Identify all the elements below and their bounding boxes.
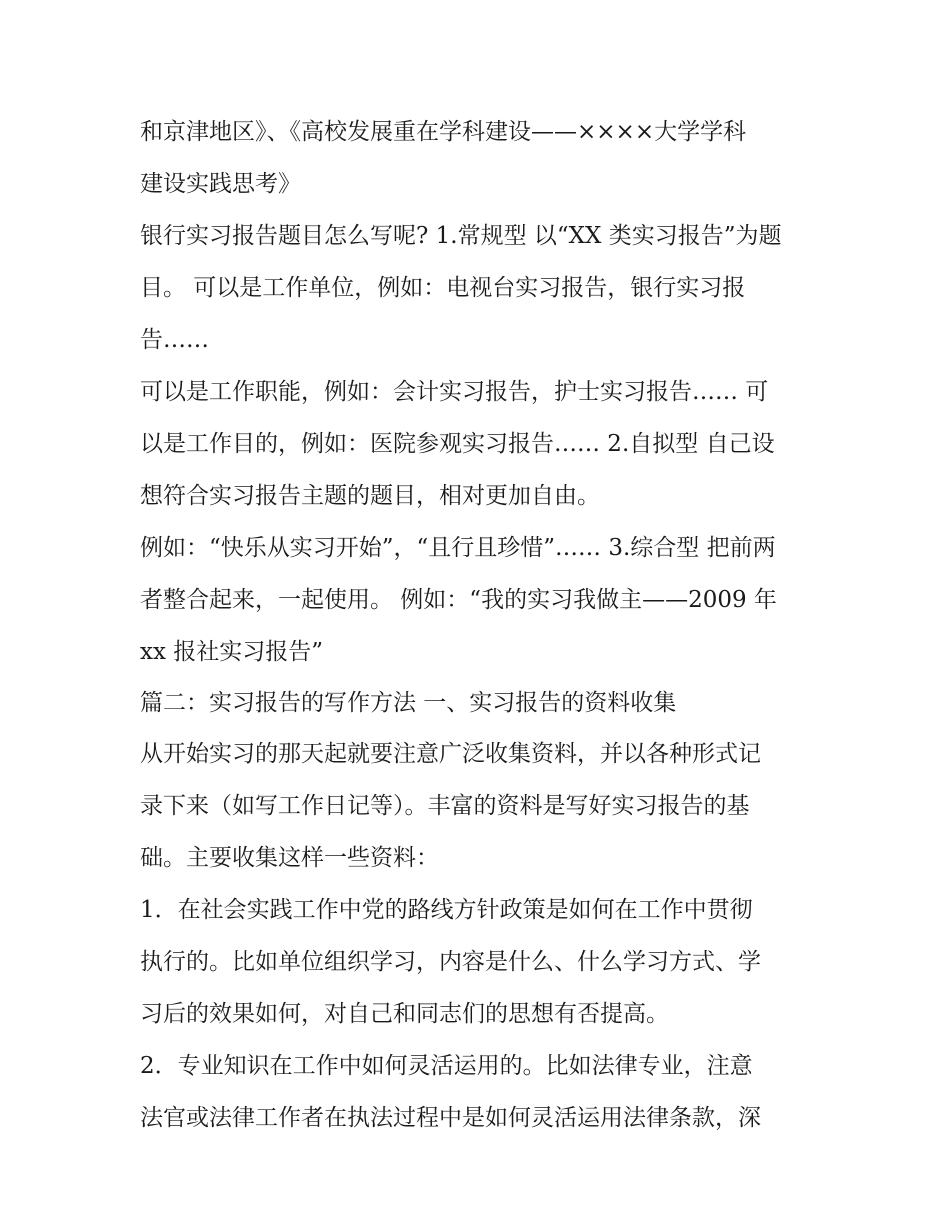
text-line: 想符合实习报告主题的题目，相对更加自由。 [140, 483, 600, 509]
text-line: xx 报社实习报告” [140, 639, 324, 665]
text-line: 录下来（如写工作日记等）。丰富的资料是写好实习报告的基 [140, 793, 750, 819]
text-line: 从开始实习的那天起就要注意广泛收集资料，并以各种形式记 [140, 741, 761, 767]
document-body [140, 106, 820, 1144]
text-line: 例如：“快乐从实习开始”，“且行且珍惜”…… 3.综合型 把前两 [140, 535, 776, 561]
text-line: 和京津地区》、《高校发展重在学科建设——××××大学学科 [140, 119, 747, 145]
text-line: 法官或法律工作者在执法过程中是如何灵活运用法律条款，深 [140, 1105, 761, 1131]
text-line: 可以是工作职能，例如：会计实习报告，护士实习报告…… 可 [140, 379, 769, 405]
section-heading: 篇二：实习报告的写作方法 一、实习报告的资料收集 [140, 690, 677, 716]
text-line: 执行的。比如单位组织学习，内容是什么、什么学习方式、学 [140, 949, 761, 975]
numbered-item-line: 2．专业知识在工作中如何灵活运用的。比如法律专业，注意 [140, 1053, 753, 1079]
text-line: 习后的效果如何，对自己和同志们的思想有否提高。 [140, 1001, 669, 1027]
text-line: 银行实习报告题目怎么写呢? 1.常规型 以“XX 类实习报告”为题 [140, 223, 782, 249]
text-line: 以是工作目的，例如：医院参观实习报告…… 2.自拟型 自己设 [140, 431, 775, 457]
text-line: 目。 可以是工作单位，例如：电视台实习报告，银行实习报 [140, 275, 746, 301]
numbered-item-line: 1．在社会实践工作中党的路线方针政策是如何在工作中贯彻 [140, 897, 753, 923]
text-line: 础。主要收集这样一些资料： [140, 845, 439, 871]
text-line: 建设实践思考》 [140, 171, 301, 197]
text-line: 告…… [140, 327, 209, 353]
text-line: 者整合起来，一起使用。 例如：“我的实习我做主——2009 年 [140, 587, 777, 613]
